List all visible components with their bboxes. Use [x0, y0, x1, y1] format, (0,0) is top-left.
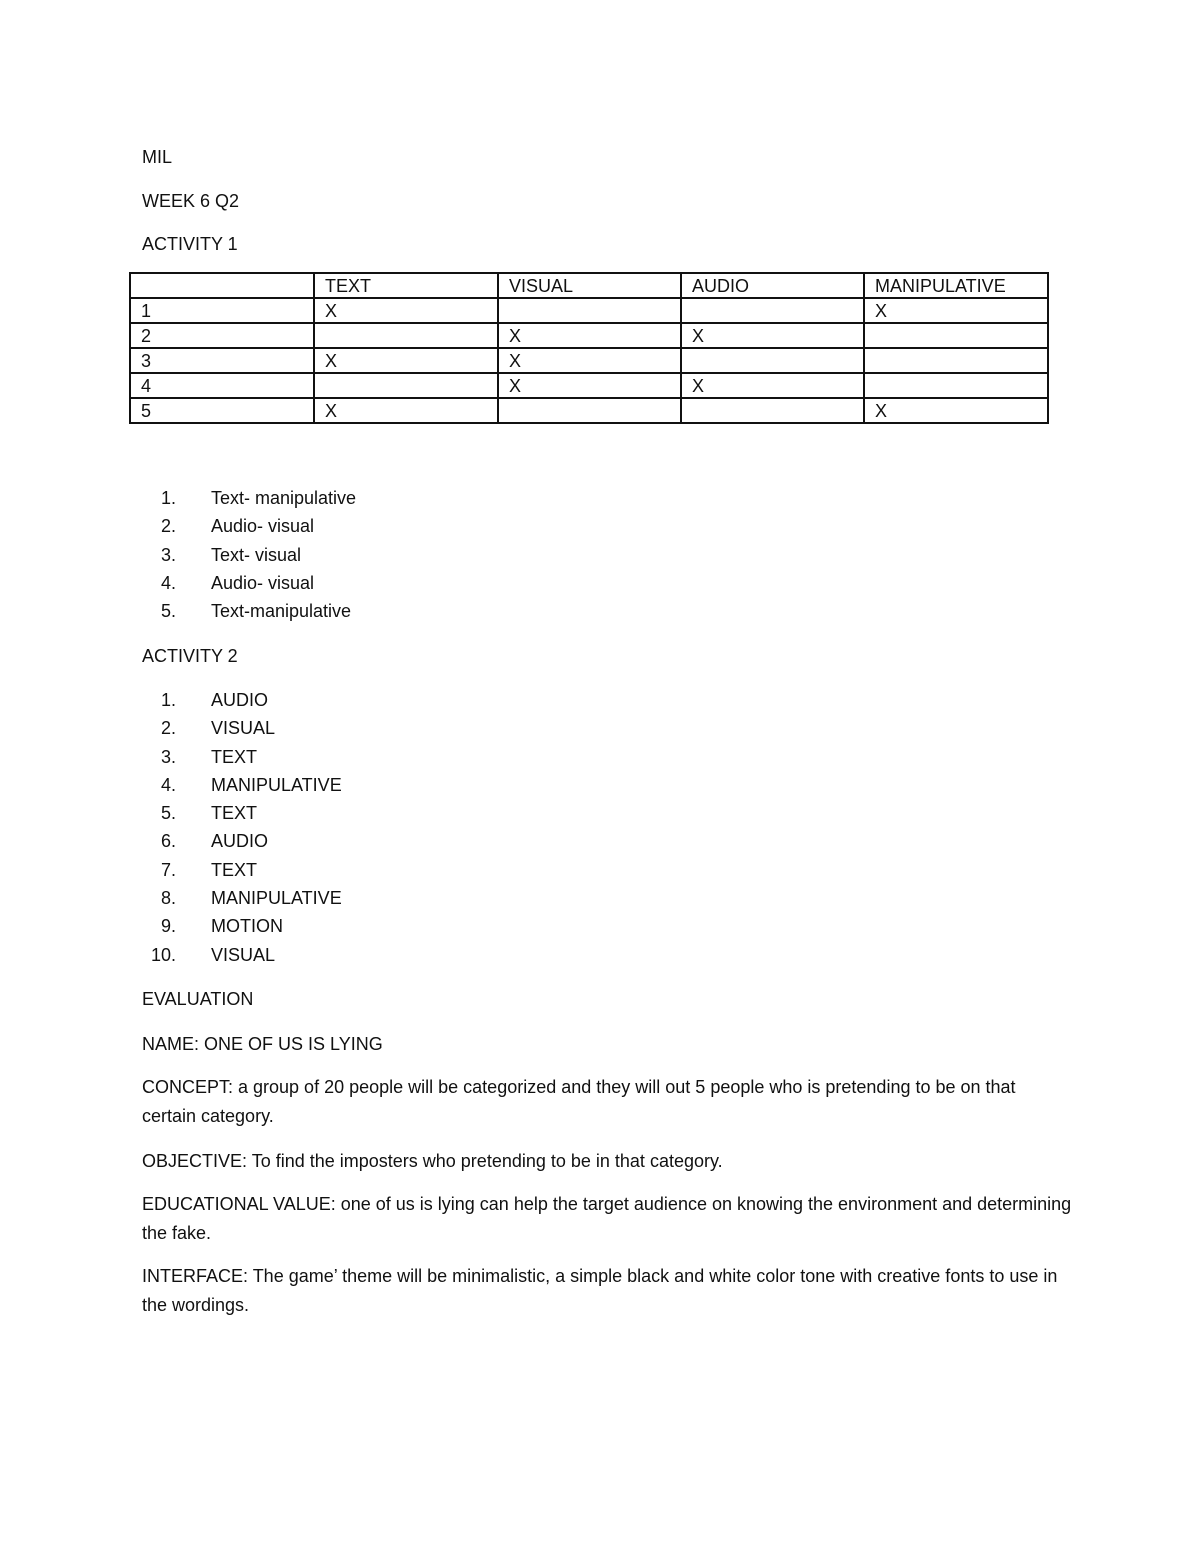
- table-cell: X: [498, 373, 681, 398]
- evaluation-concept: CONCEPT: a group of 20 people will be categorized and they will out 5 people who is pretending to be on that certain category.: [142, 1077, 1016, 1126]
- list-number: 3.: [160, 746, 176, 767]
- activity2-heading: ACTIVITY 2: [142, 646, 238, 666]
- row-label: 2: [130, 323, 314, 348]
- list-text: Audio- visual: [211, 572, 315, 593]
- header-cell-visual: VISUAL: [498, 273, 681, 298]
- list-text: VISUAL: [211, 944, 276, 965]
- list-number: 3.: [160, 544, 176, 565]
- list-item: [142, 717, 276, 745]
- list-number: 2.: [160, 718, 176, 739]
- list-item: [142, 572, 315, 600]
- list-text: MANIPULATIVE: [211, 774, 342, 795]
- table-header-row: [130, 273, 1048, 298]
- list-number: 2.: [160, 516, 176, 537]
- table-row: [130, 298, 1048, 323]
- row-label: 5: [130, 398, 314, 423]
- evaluation-objective: OBJECTIVE: To find the imposters who pretending to be in that category.: [142, 1151, 723, 1171]
- row-label: 3: [130, 348, 314, 373]
- table-cell: [864, 323, 1048, 348]
- header-cell-manipulative: MANIPULATIVE: [864, 273, 1048, 298]
- list-item: [142, 487, 357, 515]
- list-item: [142, 859, 258, 887]
- table-row: [130, 373, 1048, 398]
- list-text: Text- manipulative: [211, 488, 357, 508]
- table-cell: [498, 398, 681, 423]
- header-cell-text: TEXT: [314, 273, 498, 298]
- table-cell: X: [498, 323, 681, 348]
- list-number: 7.: [160, 859, 176, 880]
- list-number: 10.: [150, 944, 176, 965]
- table-cell: [681, 398, 864, 423]
- list-item: [142, 802, 258, 830]
- table-cell: [864, 348, 1048, 373]
- table-cell: [314, 373, 498, 398]
- list-number: 4.: [160, 572, 176, 593]
- row-label: 4: [130, 373, 314, 398]
- activity1-heading: ACTIVITY 1: [142, 234, 238, 254]
- table-cell: [314, 323, 498, 348]
- list-item: [142, 774, 342, 802]
- activity1-table: [129, 272, 1049, 424]
- table-cell: [864, 373, 1048, 398]
- list-text: Text-manipulative: [211, 601, 352, 622]
- list-number: 1.: [160, 488, 176, 508]
- table-row: [130, 398, 1048, 423]
- table-cell: X: [864, 398, 1048, 423]
- table-cell: X: [681, 323, 864, 348]
- list-text: MOTION: [211, 916, 283, 937]
- list-number: 4.: [160, 774, 176, 795]
- week-label: WEEK 6 Q2: [142, 191, 240, 211]
- evaluation-educational-value: EDUCATIONAL VALUE: one of us is lying can help the target audience on knowing the environment and determining the fake.: [142, 1194, 1072, 1243]
- table-row: [130, 323, 1048, 348]
- list-item: [142, 544, 302, 572]
- list-number: 9.: [160, 916, 176, 937]
- list-number: 5.: [160, 601, 176, 622]
- activity2-answer-list: [142, 689, 342, 972]
- table-cell: X: [681, 373, 864, 398]
- list-text: Text- visual: [211, 544, 302, 565]
- list-number: 5.: [160, 803, 176, 824]
- list-text: TEXT: [211, 746, 258, 767]
- list-text: Audio- visual: [211, 516, 315, 537]
- list-item: [142, 746, 258, 774]
- evaluation-interface: INTERFACE: The game’ theme will be minimalistic, a simple black and white color tone with creative fonts to use in the wordings.: [142, 1266, 1058, 1315]
- table-cell: X: [314, 298, 498, 323]
- list-text: VISUAL: [211, 718, 276, 739]
- list-item: [142, 944, 276, 972]
- activity1-answer-list: [142, 487, 357, 628]
- table-cell: X: [864, 298, 1048, 323]
- table-cell: X: [498, 348, 681, 373]
- header-cell-audio: AUDIO: [681, 273, 864, 298]
- list-text: MANIPULATIVE: [211, 888, 342, 909]
- list-number: 1.: [160, 690, 176, 710]
- list-text: TEXT: [211, 803, 258, 824]
- list-number: 8.: [160, 888, 176, 909]
- list-text: AUDIO: [211, 690, 269, 710]
- list-item: [142, 887, 342, 915]
- document-title: MIL: [142, 147, 173, 167]
- list-item: [142, 689, 269, 717]
- list-item: [142, 600, 352, 628]
- table-cell: [681, 348, 864, 373]
- list-item: [142, 515, 315, 543]
- row-label: 1: [130, 298, 314, 323]
- list-item: [142, 915, 283, 943]
- list-number: 6.: [160, 831, 176, 852]
- table-cell: [498, 298, 681, 323]
- table-row: [130, 348, 1048, 373]
- list-item: [142, 830, 269, 858]
- evaluation-heading: EVALUATION: [142, 989, 254, 1009]
- evaluation-name: NAME: ONE OF US IS LYING: [142, 1034, 383, 1054]
- list-text: AUDIO: [211, 831, 269, 852]
- list-text: TEXT: [211, 859, 258, 880]
- header-cell-blank: [130, 273, 314, 298]
- table-cell: X: [314, 398, 498, 423]
- table-cell: [681, 298, 864, 323]
- table-cell: X: [314, 348, 498, 373]
